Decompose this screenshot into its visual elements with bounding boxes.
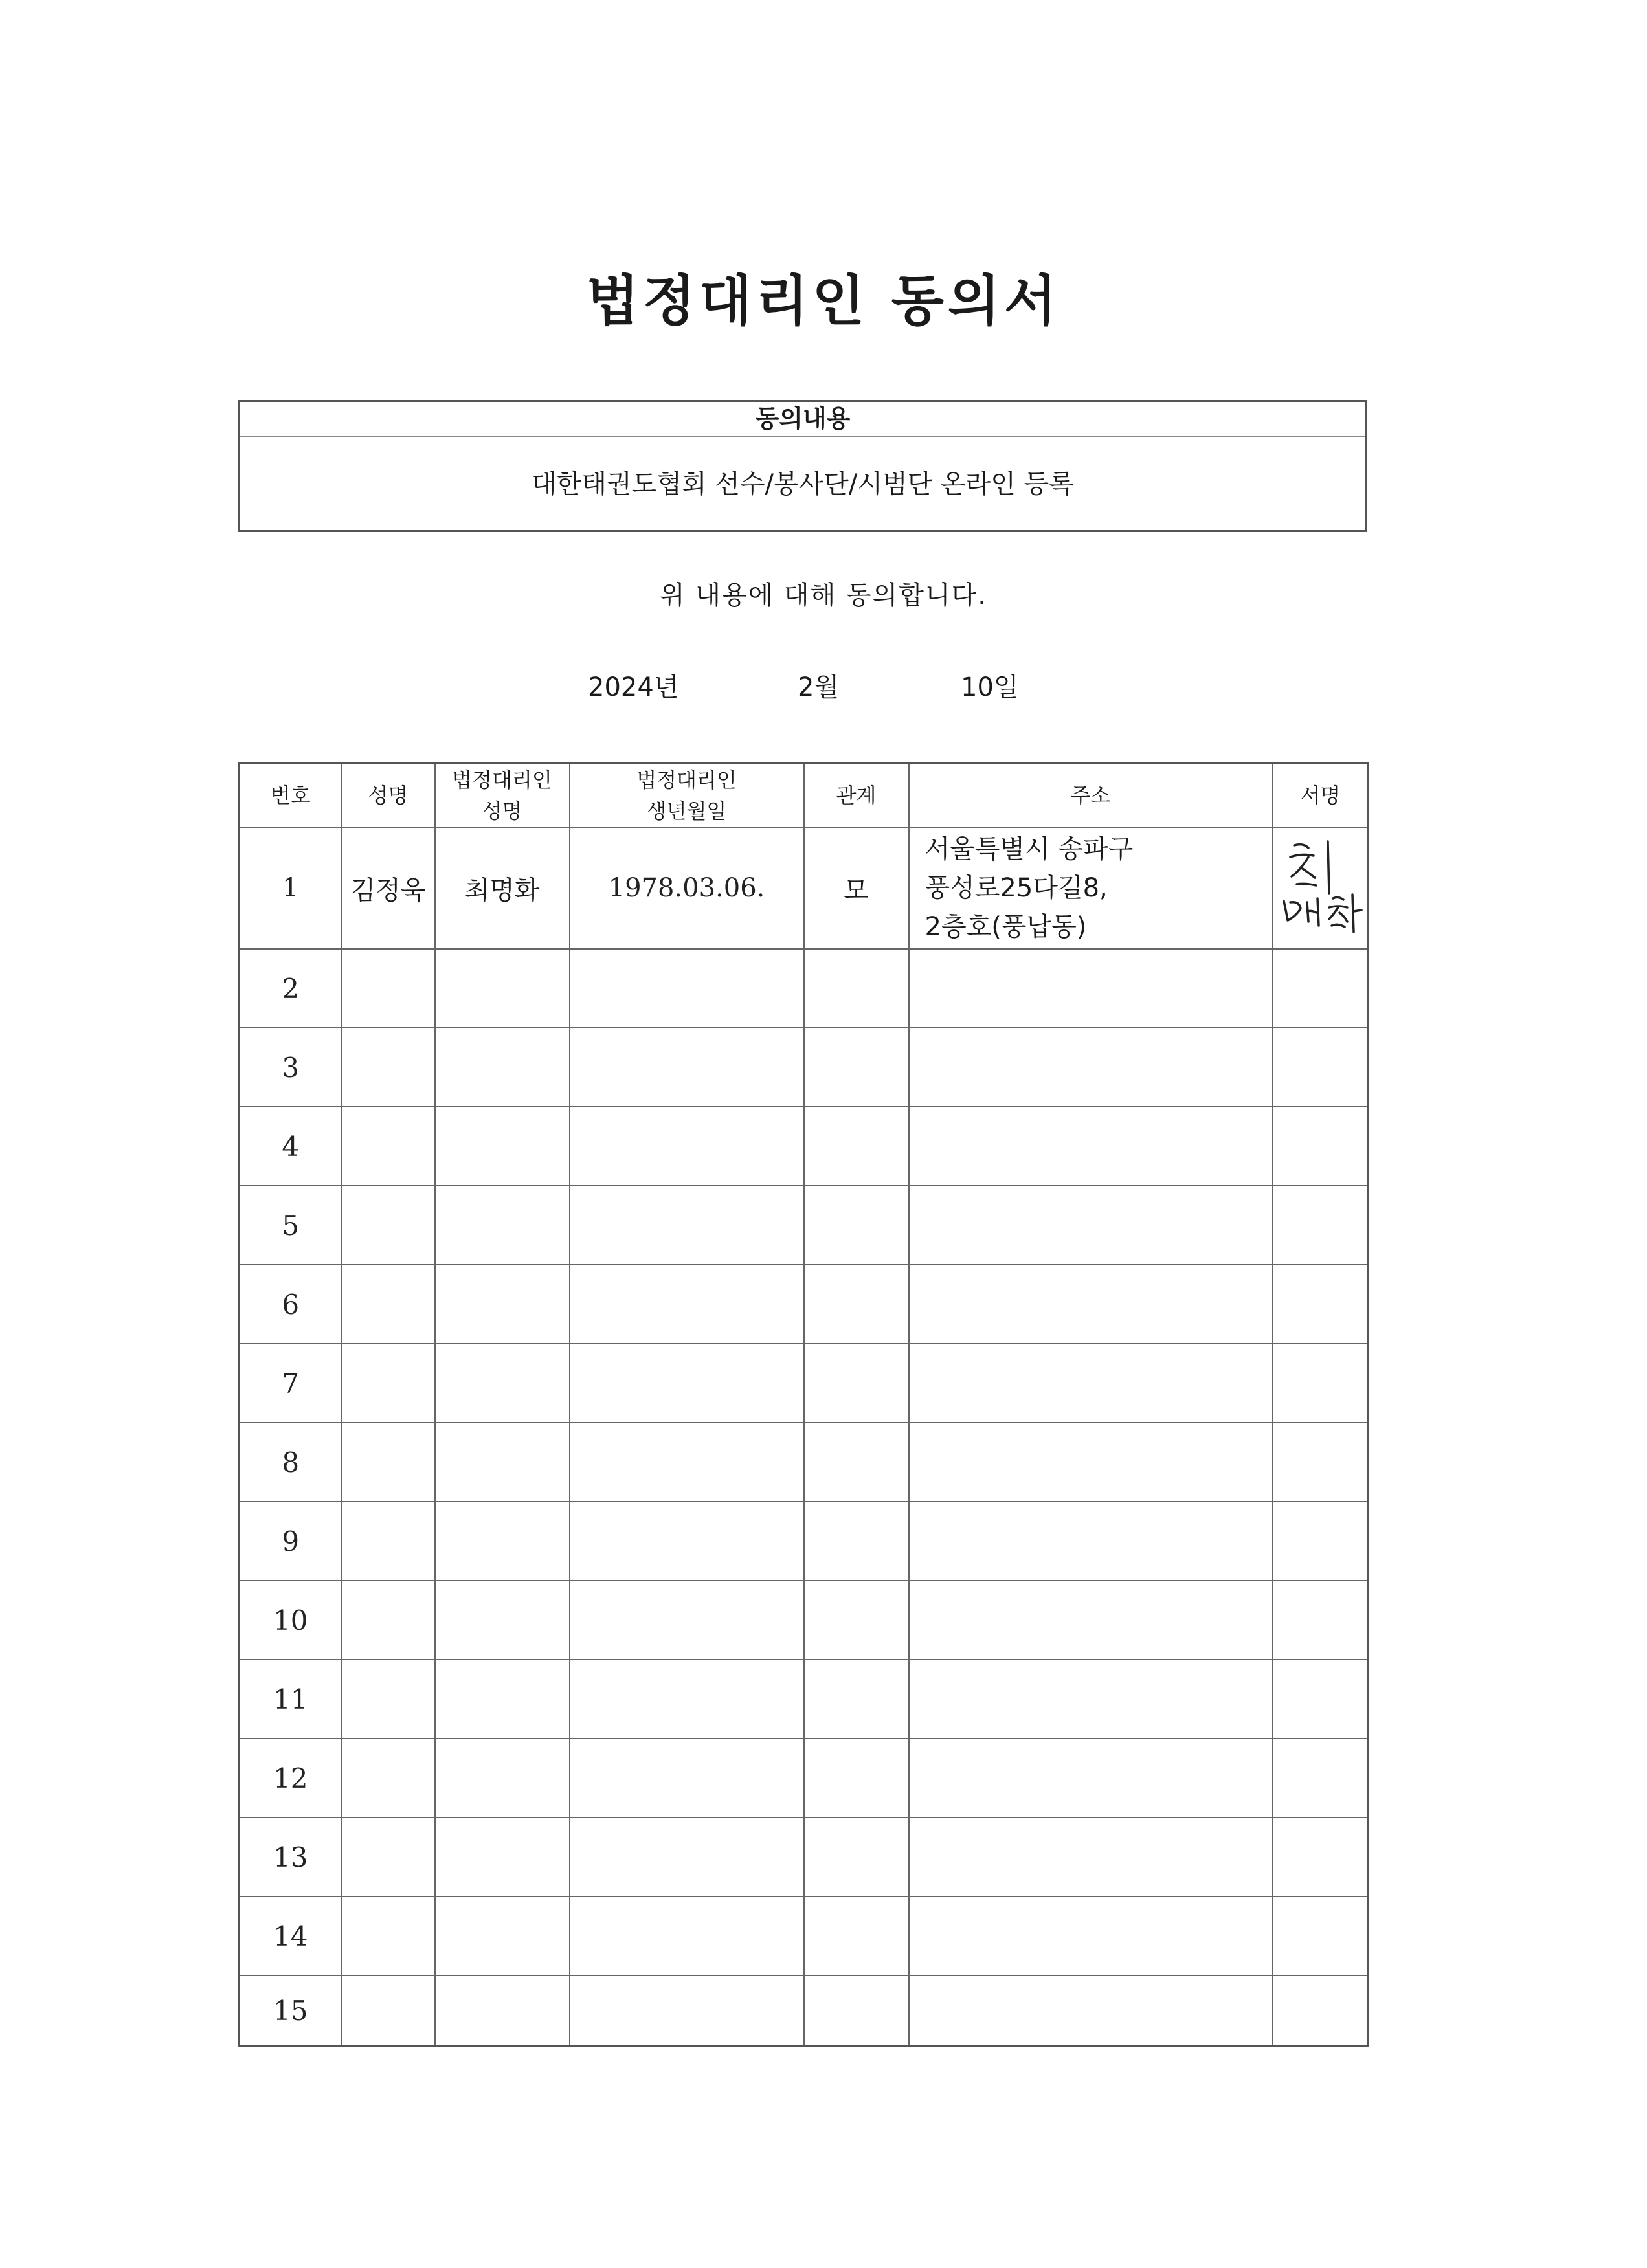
empty-cell bbox=[1273, 1344, 1369, 1423]
empty-cell bbox=[570, 1265, 804, 1344]
empty-cell bbox=[804, 1344, 909, 1423]
empty-cell bbox=[435, 1423, 570, 1502]
empty-cell bbox=[1273, 949, 1369, 1028]
empty-cell bbox=[342, 1186, 435, 1265]
empty-cell bbox=[909, 1660, 1273, 1739]
consent-header: 동의내용 bbox=[240, 402, 1365, 437]
consent-box bbox=[238, 400, 1367, 532]
table-row bbox=[240, 949, 1369, 1028]
header-guardian-birth-line1: 법정대리인 bbox=[636, 768, 737, 792]
empty-cell bbox=[804, 1660, 909, 1739]
empty-cell bbox=[1273, 1581, 1369, 1660]
consent-body: 대한태권도협회 선수/봉사단/시범단 온라인 등록 bbox=[532, 469, 1074, 499]
table-row bbox=[240, 1502, 1369, 1581]
empty-cell bbox=[804, 1028, 909, 1107]
member-name: 김정욱 bbox=[342, 827, 435, 949]
date-day: 10일 bbox=[961, 673, 1019, 702]
empty-cell bbox=[804, 1896, 909, 1975]
header-guardian-birth-line2: 생년월일 bbox=[646, 799, 727, 823]
date-year: 2024년 bbox=[588, 673, 679, 702]
header-name: 성명 bbox=[342, 764, 435, 828]
empty-cell bbox=[570, 1975, 804, 2046]
row-number: 11 bbox=[240, 1660, 342, 1739]
empty-cell bbox=[909, 1896, 1273, 1975]
empty-cell bbox=[804, 1186, 909, 1265]
empty-cell bbox=[342, 1028, 435, 1107]
empty-cell bbox=[570, 1739, 804, 1818]
empty-cell bbox=[435, 1344, 570, 1423]
empty-cell bbox=[570, 1660, 804, 1739]
table-row bbox=[240, 1975, 1369, 2046]
table-row bbox=[240, 1581, 1369, 1660]
empty-cell bbox=[435, 949, 570, 1028]
empty-cell bbox=[342, 1660, 435, 1739]
empty-cell bbox=[804, 1107, 909, 1186]
empty-cell bbox=[1273, 1975, 1369, 2046]
empty-cell bbox=[342, 1818, 435, 1896]
date-month: 2월 bbox=[798, 673, 840, 702]
empty-cell bbox=[909, 1344, 1273, 1423]
signature-cell bbox=[1273, 827, 1369, 949]
row-number: 7 bbox=[240, 1344, 342, 1423]
table-row bbox=[240, 1344, 1369, 1423]
empty-cell bbox=[342, 1423, 435, 1502]
empty-cell bbox=[342, 1896, 435, 1975]
table-row bbox=[240, 1265, 1369, 1344]
empty-cell bbox=[435, 1581, 570, 1660]
guardian-birthdate: 1978.03.06. bbox=[570, 827, 804, 949]
empty-cell bbox=[804, 1502, 909, 1581]
row-number: 15 bbox=[240, 1975, 342, 2046]
row-number: 12 bbox=[240, 1739, 342, 1818]
empty-cell bbox=[342, 1581, 435, 1660]
empty-cell bbox=[804, 1423, 909, 1502]
document-title: 법정대리인 동의서 bbox=[586, 269, 1061, 333]
empty-cell bbox=[435, 1028, 570, 1107]
empty-cell bbox=[342, 1265, 435, 1344]
table-row bbox=[240, 1660, 1369, 1739]
guardian-name: 최명화 bbox=[435, 827, 570, 949]
row-number: 2 bbox=[240, 949, 342, 1028]
empty-cell bbox=[570, 1028, 804, 1107]
empty-cell bbox=[570, 1896, 804, 1975]
header-guardian-name-line1: 법정대리인 bbox=[452, 768, 552, 792]
empty-cell bbox=[909, 1502, 1273, 1581]
empty-cell bbox=[435, 1502, 570, 1581]
row-number: 9 bbox=[240, 1502, 342, 1581]
header-guardian-name bbox=[435, 764, 570, 828]
agreement-statement: 위 내용에 대해 동의합니다. bbox=[660, 581, 987, 610]
empty-cell bbox=[570, 1186, 804, 1265]
table-row bbox=[240, 1896, 1369, 1975]
empty-cell bbox=[570, 1423, 804, 1502]
empty-cell bbox=[435, 1186, 570, 1265]
table-row bbox=[240, 827, 1369, 949]
empty-cell bbox=[435, 1265, 570, 1344]
address-line1: 서울특별시 송파구 bbox=[924, 834, 1134, 864]
empty-cell bbox=[1273, 1818, 1369, 1896]
empty-cell bbox=[1273, 1107, 1369, 1186]
empty-cell bbox=[909, 1265, 1273, 1344]
empty-cell bbox=[435, 1107, 570, 1186]
empty-cell bbox=[1273, 1739, 1369, 1818]
row-number: 6 bbox=[240, 1265, 342, 1344]
empty-cell bbox=[909, 1423, 1273, 1502]
empty-cell bbox=[1273, 1265, 1369, 1344]
header-relation: 관계 bbox=[804, 764, 909, 828]
header-signature: 서명 bbox=[1273, 764, 1369, 828]
table-row bbox=[240, 1107, 1369, 1186]
row-number: 8 bbox=[240, 1423, 342, 1502]
empty-cell bbox=[909, 1581, 1273, 1660]
header-guardian-name-line2: 성명 bbox=[482, 799, 522, 823]
empty-cell bbox=[1273, 1423, 1369, 1502]
empty-cell bbox=[342, 949, 435, 1028]
empty-cell bbox=[342, 1975, 435, 2046]
empty-cell bbox=[909, 1028, 1273, 1107]
empty-cell bbox=[435, 1975, 570, 2046]
empty-cell bbox=[570, 949, 804, 1028]
header-address: 주소 bbox=[909, 764, 1273, 828]
empty-cell bbox=[570, 1818, 804, 1896]
empty-cell bbox=[909, 1975, 1273, 2046]
empty-cell bbox=[1273, 1896, 1369, 1975]
empty-cell bbox=[342, 1107, 435, 1186]
address-line3: 2층호(풍납동) bbox=[924, 912, 1087, 942]
empty-cell bbox=[1273, 1502, 1369, 1581]
empty-cell bbox=[909, 1186, 1273, 1265]
row-number: 13 bbox=[240, 1818, 342, 1896]
header-no: 번호 bbox=[240, 764, 342, 828]
empty-cell bbox=[435, 1896, 570, 1975]
table-row bbox=[240, 1423, 1369, 1502]
table-row bbox=[240, 1818, 1369, 1896]
empty-cell bbox=[804, 1581, 909, 1660]
header-guardian-birth bbox=[570, 764, 804, 828]
empty-cell bbox=[570, 1581, 804, 1660]
table-row bbox=[240, 1739, 1369, 1818]
empty-cell bbox=[804, 1975, 909, 2046]
empty-cell bbox=[909, 1818, 1273, 1896]
empty-cell bbox=[342, 1739, 435, 1818]
row-number: 4 bbox=[240, 1107, 342, 1186]
row-number: 1 bbox=[240, 827, 342, 949]
empty-cell bbox=[435, 1818, 570, 1896]
relation: 모 bbox=[804, 827, 909, 949]
empty-cell bbox=[435, 1660, 570, 1739]
registration-table bbox=[238, 762, 1369, 2047]
table-row bbox=[240, 1028, 1369, 1107]
row-number: 5 bbox=[240, 1186, 342, 1265]
empty-cell bbox=[804, 1818, 909, 1896]
empty-cell bbox=[570, 1344, 804, 1423]
empty-cell bbox=[570, 1502, 804, 1581]
empty-cell bbox=[909, 949, 1273, 1028]
address bbox=[909, 827, 1273, 949]
table-row bbox=[240, 1186, 1369, 1265]
empty-cell bbox=[1273, 1028, 1369, 1107]
empty-cell bbox=[1273, 1186, 1369, 1265]
empty-cell bbox=[570, 1107, 804, 1186]
table-header-row bbox=[240, 764, 1369, 828]
empty-cell bbox=[342, 1502, 435, 1581]
empty-cell bbox=[804, 1739, 909, 1818]
empty-cell bbox=[1273, 1660, 1369, 1739]
row-number: 3 bbox=[240, 1028, 342, 1107]
empty-cell bbox=[342, 1344, 435, 1423]
address-line2: 풍성로25다길8, bbox=[924, 873, 1108, 903]
row-number: 14 bbox=[240, 1896, 342, 1975]
empty-cell bbox=[804, 949, 909, 1028]
row-number: 10 bbox=[240, 1581, 342, 1660]
empty-cell bbox=[435, 1739, 570, 1818]
handwritten-signature bbox=[1275, 831, 1365, 945]
empty-cell bbox=[909, 1739, 1273, 1818]
empty-cell bbox=[909, 1107, 1273, 1186]
empty-cell bbox=[804, 1265, 909, 1344]
